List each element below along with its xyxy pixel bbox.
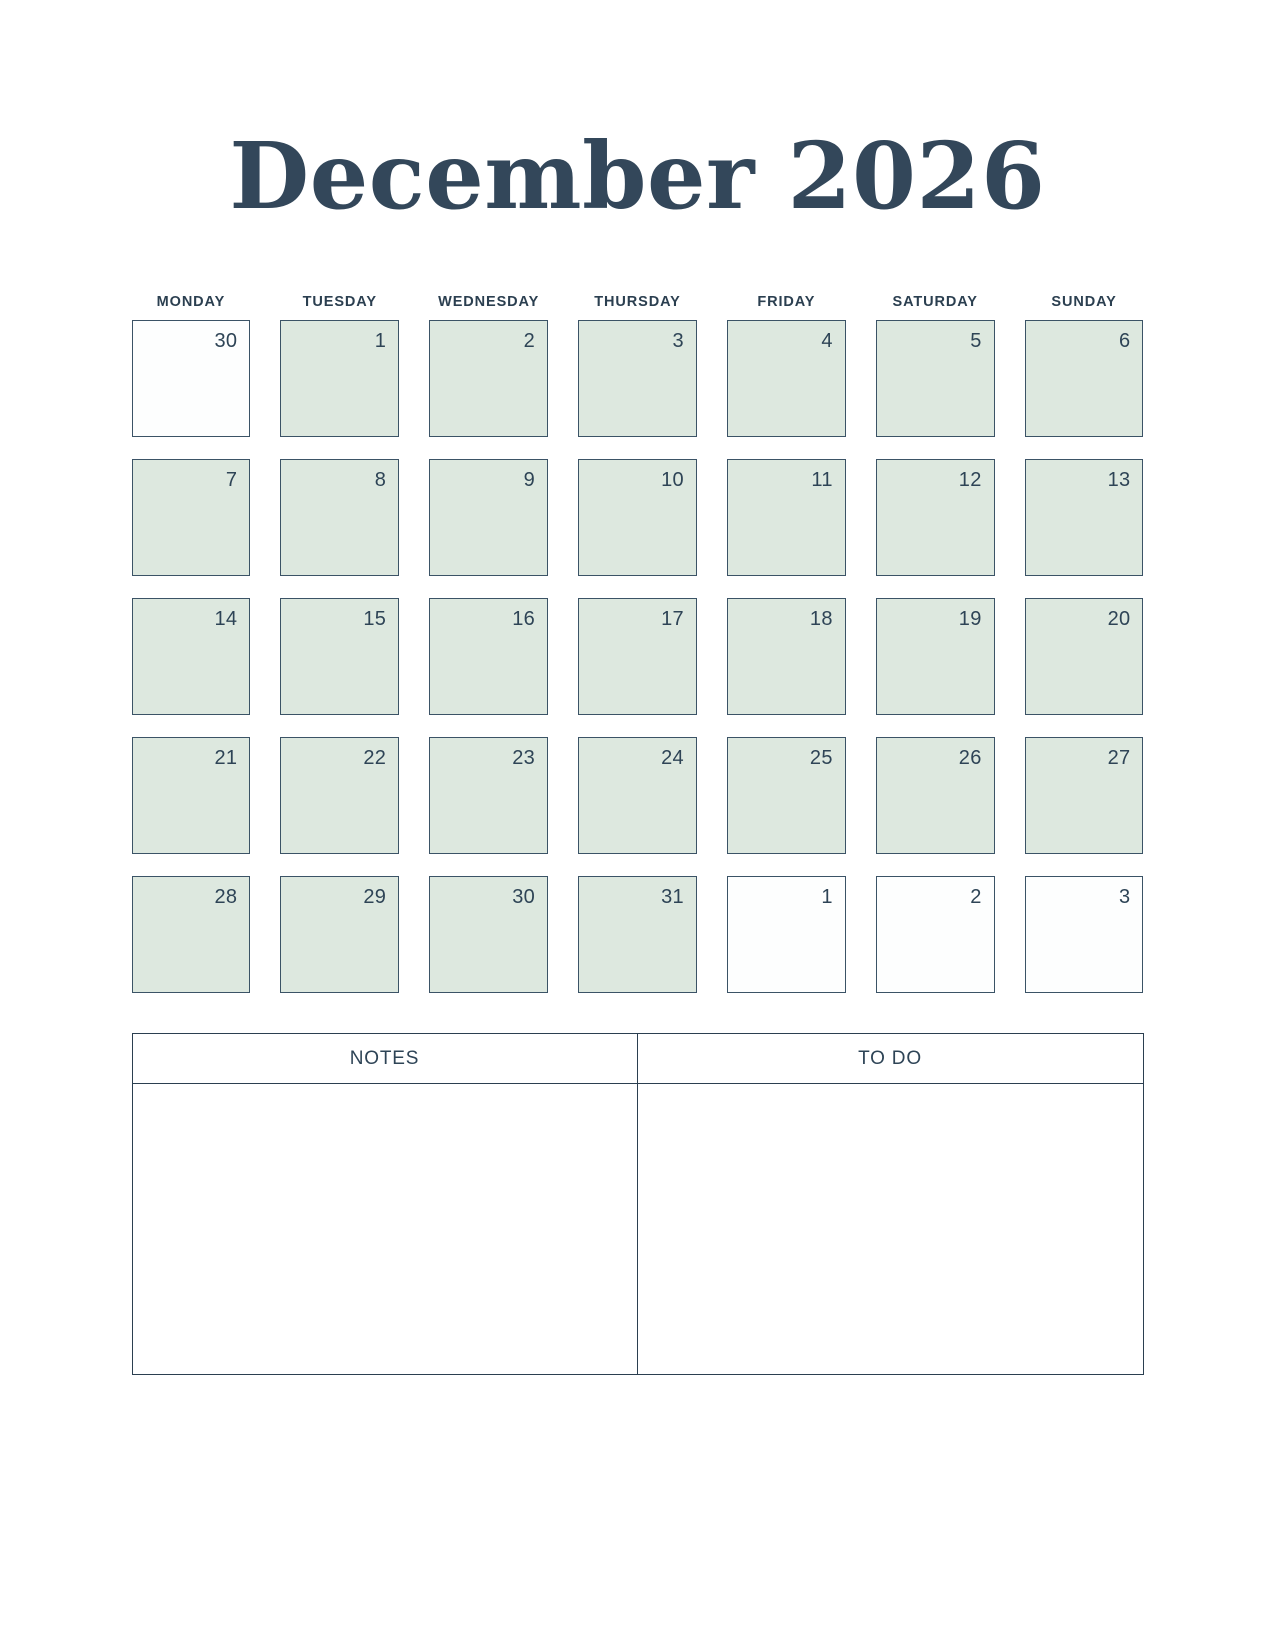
day-cell[interactable] — [876, 737, 995, 854]
day-cell[interactable] — [132, 876, 251, 993]
day-number: 7 — [225, 469, 238, 491]
day-number: 23 — [512, 747, 536, 769]
day-number: 6 — [1119, 330, 1131, 352]
day-number: 30 — [512, 886, 536, 908]
day-cell[interactable] — [280, 459, 399, 576]
day-cell[interactable] — [1025, 320, 1144, 437]
day-cell[interactable] — [132, 737, 251, 854]
day-cell[interactable] — [876, 459, 995, 576]
day-number: 24 — [661, 747, 684, 769]
day-cell[interactable] — [280, 598, 399, 715]
day-number: 27 — [1107, 747, 1131, 769]
notes-section — [133, 1034, 638, 1374]
day-number: 3 — [1119, 886, 1131, 908]
calendar-week-row — [132, 598, 1144, 715]
day-cell[interactable] — [429, 320, 548, 437]
day-number: 21 — [214, 747, 238, 769]
day-number: 2 — [523, 330, 536, 352]
day-cell[interactable] — [727, 320, 846, 437]
day-number: 4 — [821, 330, 833, 352]
day-cell[interactable] — [578, 598, 697, 715]
day-number: 14 — [214, 608, 238, 630]
day-cell[interactable] — [876, 320, 995, 437]
day-number: 10 — [661, 469, 684, 491]
day-number: 9 — [523, 469, 536, 491]
day-number: 18 — [809, 608, 833, 630]
calendar-week-row — [132, 459, 1144, 576]
day-number: 25 — [809, 747, 833, 769]
day-number: 31 — [661, 886, 684, 908]
bottom-sections — [132, 1033, 1144, 1375]
weekday-label-wednesday: WEDNESDAY — [438, 294, 540, 310]
day-number: 3 — [672, 330, 684, 352]
day-number: 5 — [970, 330, 982, 352]
day-cell[interactable] — [1025, 598, 1144, 715]
todo-area[interactable] — [638, 1084, 1143, 1374]
day-number: 15 — [363, 608, 387, 630]
day-cell[interactable] — [280, 737, 399, 854]
weekday-label-friday: FRIDAY — [757, 294, 816, 310]
calendar-week-row — [132, 876, 1144, 993]
day-cell[interactable] — [1025, 459, 1144, 576]
day-cell[interactable] — [1025, 876, 1144, 993]
calendar-week-row — [132, 320, 1144, 437]
day-number: 19 — [958, 608, 982, 630]
day-number: 8 — [374, 469, 387, 491]
day-cell[interactable] — [429, 737, 548, 854]
calendar-week-row — [132, 737, 1144, 854]
weekday-label-tuesday: TUESDAY — [302, 294, 377, 310]
day-number: 1 — [374, 330, 387, 352]
day-cell[interactable] — [429, 598, 548, 715]
todo-section — [638, 1034, 1143, 1374]
day-cell[interactable] — [280, 320, 399, 437]
day-cell[interactable] — [132, 598, 251, 715]
day-number: 26 — [958, 747, 982, 769]
day-cell[interactable] — [132, 320, 251, 437]
notes-area[interactable] — [133, 1084, 637, 1374]
day-cell[interactable] — [429, 459, 548, 576]
day-cell[interactable] — [132, 459, 251, 576]
day-cell[interactable] — [876, 876, 995, 993]
weekday-label-saturday: SATURDAY — [892, 294, 978, 310]
day-cell[interactable] — [1025, 737, 1144, 854]
day-cell[interactable] — [578, 320, 697, 437]
day-number: 16 — [512, 608, 536, 630]
day-number: 13 — [1107, 469, 1131, 491]
weekday-label-thursday: THURSDAY — [594, 294, 681, 310]
day-cell[interactable] — [727, 598, 846, 715]
day-number: 30 — [214, 330, 238, 352]
day-cell[interactable] — [578, 459, 697, 576]
day-number: 28 — [214, 886, 238, 908]
day-cell[interactable] — [429, 876, 548, 993]
day-cell[interactable] — [578, 737, 697, 854]
day-number: 11 — [811, 469, 833, 491]
weekday-header-row — [132, 294, 1144, 310]
day-number: 12 — [958, 469, 982, 491]
weekday-label-sunday: SUNDAY — [1051, 294, 1117, 310]
day-cell[interactable] — [280, 876, 399, 993]
day-cell[interactable] — [727, 876, 846, 993]
day-number: 20 — [1107, 608, 1131, 630]
weekday-label-monday: MONDAY — [156, 294, 226, 310]
day-cell[interactable] — [876, 598, 995, 715]
day-number: 1 — [821, 886, 833, 908]
day-number: 29 — [363, 886, 387, 908]
day-cell[interactable] — [727, 459, 846, 576]
notes-header: NOTES — [133, 1034, 637, 1084]
day-number: 2 — [970, 886, 982, 908]
day-number: 17 — [661, 608, 684, 630]
day-cell[interactable] — [578, 876, 697, 993]
page-title: December 2026 — [229, 122, 1046, 230]
calendar-grid — [132, 294, 1144, 993]
day-number: 22 — [363, 747, 387, 769]
todo-header: TO DO — [638, 1034, 1143, 1084]
day-cell[interactable] — [727, 737, 846, 854]
